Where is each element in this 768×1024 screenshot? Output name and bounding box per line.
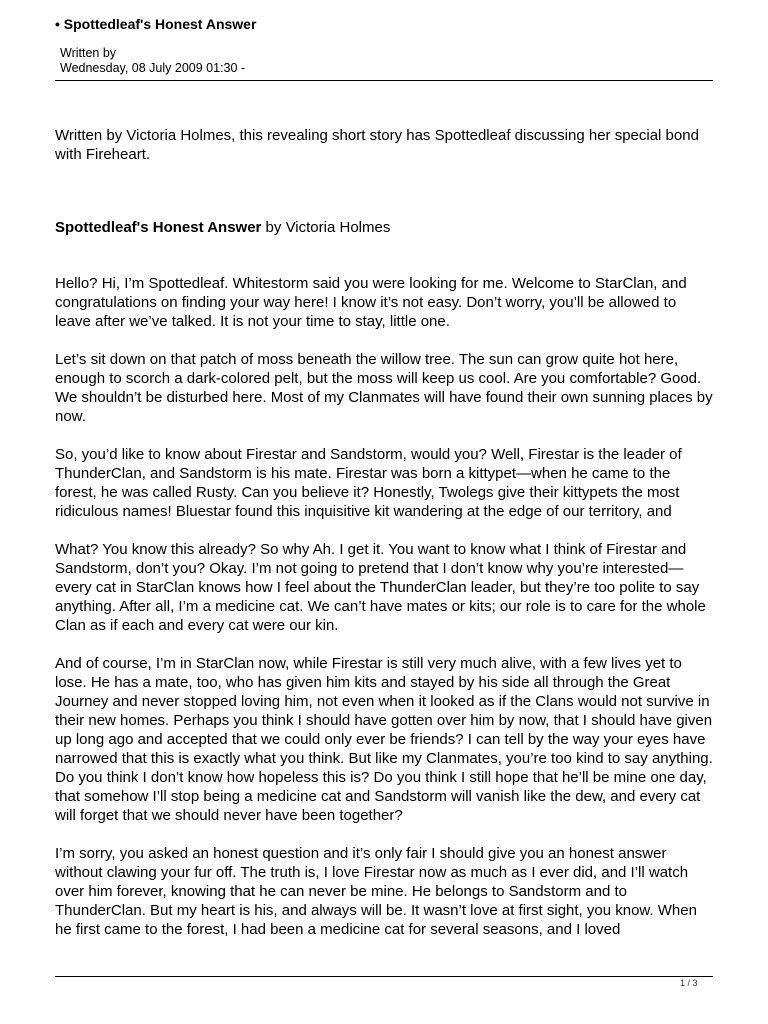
page-number: 1 / 3 xyxy=(680,978,698,988)
story-title xyxy=(55,218,715,237)
story-paragraph: So, you’d like to know about Firestar and Sandstorm, would you? Well, Firestar is the leader of ThunderClan, and Sandstorm is his mate. Firestar was born a kittypet—when he came to the forest, he was called Rusty. Can you believe it? Honestly, Twolegs give their kittypets the most ridiculous names! Bluestar found this inquisitive kit wandering at the edge of our territory, and xyxy=(55,446,682,520)
story-paragraph: Let’s sit down on that patch of moss beneath the willow tree. The sun can grow quite hot here, enough to scorch a dark-colored pelt, but the moss will keep us cool. Are you comfortable? Good. We shouldn’t be disturbed here. Most of my Clanmates will have found their own sunning places by now. xyxy=(55,351,713,425)
intro-paragraph: Written by Victoria Holmes, this revealing short story has Spottedleaf discussing her special bond with Fireheart. xyxy=(55,127,699,163)
story-paragraph: And of course, I’m in StarClan now, while Firestar is still very much alive, with a few lives yet to lose. He has a mate, too, who has given him kits and stayed by his side all through the Great Journey and never stopped loving him, not even when it looked as if the Clans would not survive in their new homes. Perhaps you think I should have gotten over him by now, that I should have given up long ago and accepted that we could only ever be friends? I can tell by the way your eyes have narrowed that this is exactly what you think. But like my Clanmates, you’re too kind to say anything. Do you think I don’t know how hopeless this is? Do you think I still hope that he’ll be mine one day, that somehow I’ll stop being a medicine cat and Sandstorm will vanish like the dew, and every cat will forget that we should never have been together? xyxy=(55,655,713,824)
story-paragraph: I’m sorry, you asked an honest question and it’s only fair I should give you an honest answer without clawing your fur off. The truth is, I love Firestar now as much as I ever did, and I’ll watch over him forever, knowing that he can never be mine. He belongs to Sandstorm and to ThunderClan. But my heart is his, and always will be. It wasn’t love at first sight, you know. When he first came to the forest, I had been a medicine cat for several seasons, and I loved xyxy=(55,845,697,938)
document-header-title: • Spottedleaf's Honest Answer xyxy=(55,16,257,32)
story-title-bold: Spottedleaf's Honest Answer xyxy=(55,219,262,236)
story-byline: by Victoria Holmes xyxy=(261,219,391,236)
header-meta xyxy=(60,46,245,76)
story-paragraph: Hello? Hi, I’m Spottedleaf. Whitestorm said you were looking for me. Welcome to StarClan, and congratulations on finding your way here! I know it’s not easy. Don’t worry, you’ll be allowed to leave after we’ve talked. It is not your time to stay, little one. xyxy=(55,275,687,330)
footer-divider xyxy=(55,976,713,977)
story-paragraph: What? You know this already? So why Ah. I get it. You want to know what I think of Firestar and Sandstorm, don’t you? Okay. I’m not going to pretend that I don’t know why you’re interested—every cat in StarClan knows how I feel about the ThunderClan leader, but they’re too polite to say anything. After all, I’m a medicine cat. We can’t have mates or kits; our role is to care for the whole Clan as if each and every cat were our kin. xyxy=(55,541,706,634)
header-divider xyxy=(55,80,713,81)
publish-date: Wednesday, 08 July 2009 01:30 - xyxy=(60,61,246,75)
written-by-label: Written by xyxy=(60,46,117,60)
article-body xyxy=(55,126,715,958)
